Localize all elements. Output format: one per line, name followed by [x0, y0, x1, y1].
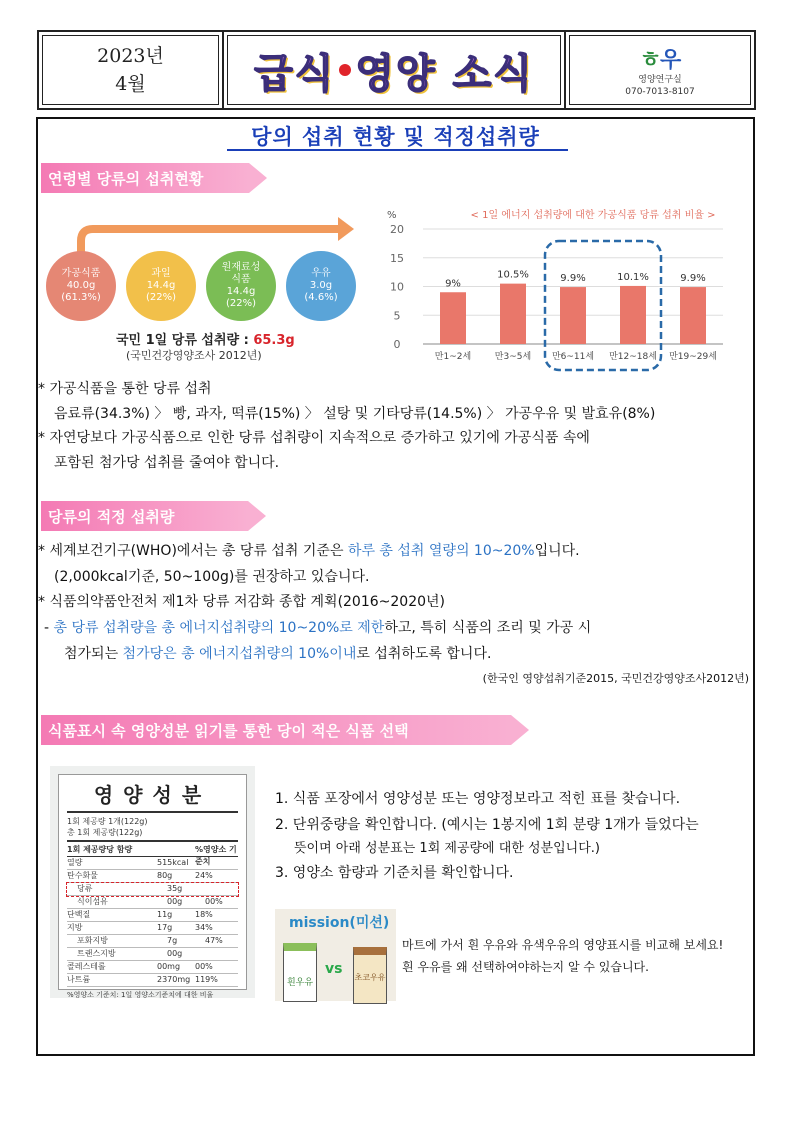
- y-tick-label: 5: [393, 309, 401, 323]
- mission-text-1: 마트에 가서 흰 우유와 유색우유의 영양표시를 비교해 보세요!: [402, 938, 724, 952]
- nutrition-facts-image: 영양성분 1회 제공량 1개(122g) 총 1회 제공량(122g) 1회 제공량당 함량 %영양소 기준치 열량 515kcal 탄수화물 80g 24% 당류 35g 식이섬유 00g 00% 단백질 11g 18% 지방 17g 34% 포화지방 7g 47% 트랜스지방 00g 콜레스테롤 00mg 00% 나트륨 2370mg 119% %영양소 기준치: 1일 영양소기준치에 대한 비율: [50, 766, 255, 998]
- choco-milk-carton: 초코우유: [353, 947, 387, 1004]
- daily-intake-total: 국민 1일 당류 섭취량 : 65.3g: [116, 333, 295, 348]
- bar: [500, 284, 526, 344]
- mission-title: mission(미션): [289, 915, 390, 931]
- nutrition-row: 당류 35g: [67, 883, 238, 896]
- white-milk-carton: 흰우유: [283, 943, 317, 1002]
- section-heading-recommended: 당류의 적정 섭취량: [41, 501, 248, 531]
- category-label: 만19~29세: [669, 352, 717, 362]
- issue-year: 2023년: [97, 45, 164, 67]
- issue-date: [39, 32, 224, 108]
- y-tick-label: 10: [390, 280, 404, 294]
- daily-intake-source: (국민건강영양조사 2012년): [126, 349, 262, 362]
- nutrition-row: 포화지방 7g 47%: [67, 935, 238, 948]
- bar-value-label: 9.9%: [560, 273, 586, 285]
- page-title: 당의 섭취 현황 및 적정섭취량: [251, 125, 540, 149]
- step-2-detail: 뜻이며 아래 성분표는 1회 제공량에 대한 성분입니다.): [294, 841, 600, 856]
- nutrition-row: 탄수화물 80g 24%: [67, 870, 238, 883]
- para2-line1: * 세계보건기구(WHO)에서는 총 당류 섭취 기준은 하루 총 섭취 열량의 10~20%입니다.: [38, 543, 580, 559]
- bar-value-label: 9%: [445, 278, 461, 290]
- title-left: 급식: [254, 50, 336, 97]
- nutrition-row: 지방 17g 34%: [67, 922, 238, 935]
- sugar-ratio-chart: [383, 204, 743, 374]
- org-phone: 070-7013-8107: [625, 86, 695, 97]
- vs-label: vs: [325, 961, 343, 977]
- para2-line4: - 총 당류 섭취량을 총 에너지섭취량의 10~20%로 제한하고, 특히 식품의 조리 및 가공 시: [44, 620, 592, 636]
- newsletter-title: [224, 32, 566, 108]
- circle-fruit: 과일 14.4g (22%): [126, 251, 196, 321]
- bar-value-label: 10.1%: [617, 271, 649, 283]
- step-1: 1. 식품 포장에서 영양성분 또는 영양정보라고 적힌 표를 찾습니다.: [275, 791, 681, 807]
- nutrition-title: 영양성분: [67, 779, 238, 813]
- org-logo: ㅎ우: [639, 47, 681, 73]
- category-label: 만12~18세: [609, 352, 657, 362]
- mission-image: [275, 909, 396, 1001]
- bar: [680, 287, 706, 344]
- para2-source: (한국인 영양섭취기준2015, 국민건강영양조사2012년): [482, 672, 749, 685]
- para1-line2: 음료류(34.3%) 〉 빵, 과자, 떡류(15%) 〉 설탕 및 기타당류(14.5%) 〉 가공우유 및 발효유(8%): [54, 406, 656, 422]
- category-label: 만6~11세: [551, 352, 595, 362]
- title-dot-icon: [339, 64, 351, 76]
- category-label: 만3~5세: [494, 352, 532, 362]
- y-tick-label: 20: [390, 223, 404, 236]
- chart-title: < 1일 에너지 섭취량에 대한 가공식품 당류 섭취 비율 >: [470, 210, 716, 221]
- para1-line4: 포함된 첨가당 섭취를 줄여야 합니다.: [54, 455, 280, 471]
- org-logo-block: [566, 32, 754, 108]
- y-tick-label: 15: [390, 251, 404, 265]
- intake-infographic: [46, 211, 356, 371]
- para2-line2: (2,000kcal기준, 50~100g)를 권장하고 있습니다.: [54, 569, 370, 585]
- y-tick-label: 0: [393, 338, 401, 351]
- title-underline: [227, 149, 568, 151]
- section-heading-intake: 연령별 당류의 섭취현황: [41, 163, 249, 193]
- para2-line3: * 식품의약품안전처 제1차 당류 저감화 종합 계획(2016~2020년): [38, 594, 445, 610]
- bar: [620, 286, 646, 344]
- nutrition-row: 식이섬유 00g 00%: [67, 896, 238, 909]
- bar-value-label: 10.5%: [497, 269, 529, 281]
- issue-month: 4월: [115, 73, 146, 95]
- bar: [560, 287, 586, 344]
- nutrition-row: 콜레스테롤 00mg 00%: [67, 961, 238, 974]
- step-2: 2. 단위중량을 확인합니다. (예시는 1봉지에 1회 분량 1개가 들었다는: [275, 817, 699, 833]
- nutrition-row: 단백질 11g 18%: [67, 909, 238, 922]
- org-name: 영양연구실: [638, 74, 682, 85]
- step-3: 3. 영양소 함량과 기준치를 확인합니다.: [275, 865, 514, 881]
- nutrition-rows: [67, 857, 238, 987]
- para2-line5: 첨가되는 첨가당은 총 에너지섭취량의 10%이내로 섭취하도록 합니다.: [64, 646, 492, 662]
- para1-line3: * 자연당보다 가공식품으로 인한 당류 섭취량이 지속적으로 증가하고 있기에 가공식품 속에: [38, 430, 590, 446]
- nutrition-row: 트랜스지방 00g: [67, 948, 238, 961]
- nutrition-row: 열량 515kcal: [67, 857, 238, 870]
- nutrition-header-row: 1회 제공량당 함량 %영양소 기준치: [67, 845, 237, 866]
- nutrition-row: 나트륨 2370mg 119%: [67, 974, 238, 987]
- circle-raw-food: 원재료성 식품 14.4g (22%): [206, 251, 276, 321]
- section-heading-label-reading: 식품표시 속 영양성분 읽기를 통한 당이 적은 식품 선택: [41, 715, 511, 745]
- circle-milk: 우유 3.0g (4.6%): [286, 251, 356, 321]
- para1-line1: * 가공식품을 통한 당류 섭취: [38, 381, 212, 397]
- newsletter-header: [37, 30, 756, 110]
- main-content: [36, 117, 755, 1056]
- bar-value-label: 9.9%: [680, 273, 706, 285]
- title-right: 영양 소식: [355, 50, 534, 97]
- category-label: 만1~2세: [434, 352, 472, 362]
- y-axis-unit: %: [387, 210, 397, 221]
- bar: [440, 292, 466, 344]
- circle-processed-food: 가공식품 40.0g (61.3%): [46, 251, 116, 321]
- mission-text-2: 흰 우유를 왜 선택하여야하는지 알 수 있습니다.: [402, 960, 649, 974]
